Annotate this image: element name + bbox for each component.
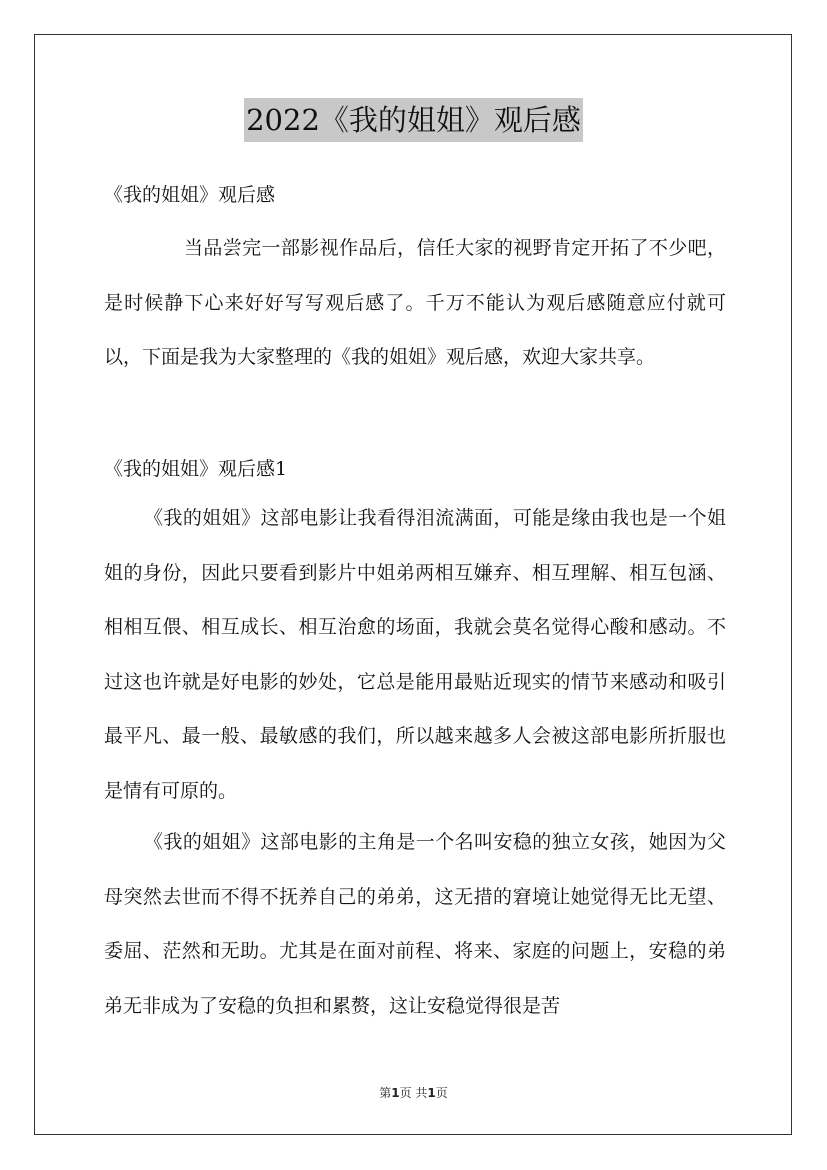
document-title: 2022《我的姐姐》观后感 [244, 98, 583, 142]
page-footer [0, 1084, 827, 1101]
document-subtitle: 《我的姐姐》观后感 [104, 184, 276, 206]
title-container [0, 98, 827, 142]
footer-mid: 页 共 [399, 1086, 428, 1100]
body-paragraph-2: 《我的姐姐》这部电影的主角是一个名叫安稳的独立女孩，她因为父母突然去世而不得不抚养自己的弟弟，这无措的窘境让她觉得无比无望、委屈、茫然和无助。尤其是在面对前程、将来、家庭的问题上，安稳的弟弟无非成为了安稳的负担和累赘，这让安稳觉得很是苦 [104, 831, 726, 1017]
body-paragraph-1: 《我的姐姐》这部电影让我看得泪流满面，可能是缘由我也是一个姐姐的身份，因此只要看到影片中姐弟两相互嫌弃、相互理解、相互包涵、相相互偎、相互成长、相互治愈的场面，我就会莫名觉得心酸和感动。不过这也许就是好电影的妙处，它总是能用最贴近现实的情节来感动和吸引最平凡、最一般、最敏感的我们，所以越来越多人会被这部电影所折服也是情有可原的。 [104, 507, 726, 802]
footer-prefix: 第 [379, 1086, 392, 1100]
footer-total-pages: 1 [427, 1086, 436, 1100]
footer-suffix: 页 [435, 1086, 448, 1100]
footer-current-page: 1 [391, 1086, 400, 1100]
section-heading: 《我的姐姐》观后感1 [104, 458, 288, 480]
intro-paragraph: 当品尝完一部影视作品后，信任大家的视野肯定开拓了不少吧，是时候静下心来好好写写观后感了。千万不能认为观后感随意应付就可以，下面是我为大家整理的《我的姐姐》观后感，欢迎大家共享。 [104, 237, 726, 368]
